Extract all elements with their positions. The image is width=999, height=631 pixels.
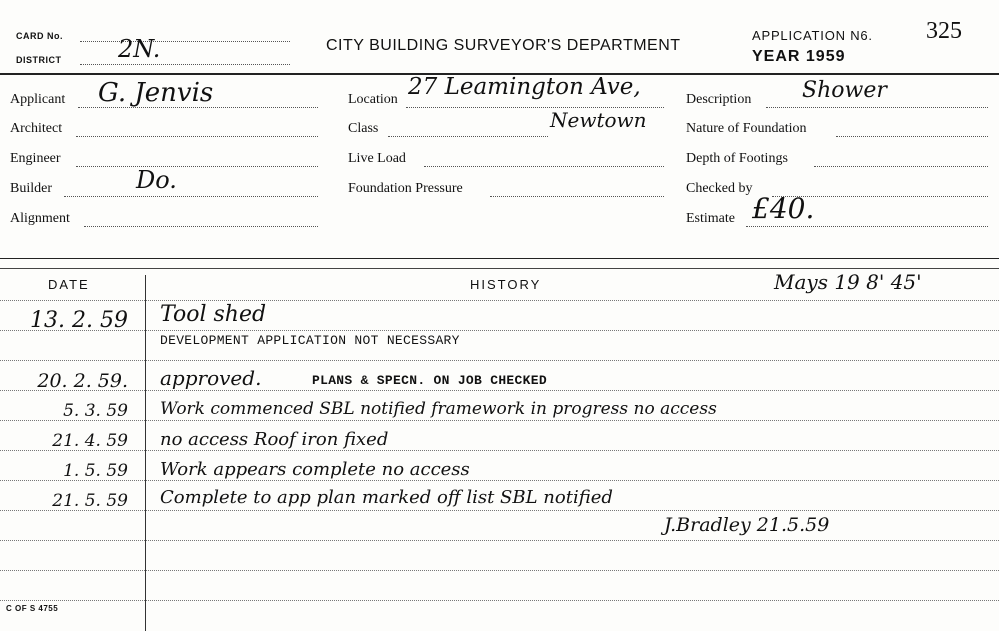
depth-label: Depth of Footings [686,151,788,166]
entry-date: 21. 5. 59 [52,491,128,511]
ruled-line [0,600,999,601]
district-line [80,64,290,65]
builder-line [64,196,318,197]
estimate-value: £40. [752,192,815,225]
ruled-line [0,360,999,361]
entry-text: Work appears complete no access [160,459,470,480]
ruled-line [0,510,999,511]
builder-label: Builder [10,181,52,196]
ruled-line [0,330,999,331]
entry-date: 21. 4. 59 [52,431,128,451]
ruled-line [0,390,999,391]
entry-typed: PLANS & SPECN. ON JOB CHECKED [312,373,547,388]
nature-label: Nature of Foundation [686,121,807,136]
district-value: 2N. [118,35,161,63]
architect-label: Architect [10,121,63,136]
engineer-label: Engineer [10,151,61,166]
class-line [388,136,548,137]
card-no-label: CARD No. [16,31,63,41]
location-value-2: Newtown [550,108,647,132]
entry-text: Complete to app plan marked off list SBL notified [160,487,613,508]
entry-date: 1. 5. 59 [63,461,128,481]
location-label: Location [348,92,398,107]
entry-text: approved. [160,366,262,390]
year-label: YEAR 1959 [752,48,846,65]
checked-label: Checked by [686,181,753,196]
class-label: Class [348,121,379,136]
entry-text: no access Roof iron fixed [160,429,389,450]
description-label: Description [686,92,752,107]
description-value: Shower [802,78,887,103]
architect-line [76,136,318,137]
live-load-line [424,166,664,167]
nature-line [836,136,988,137]
builder-value: Do. [136,166,177,194]
estimate-line [746,226,988,227]
entry-date: 13. 2. 59 [30,308,128,333]
location-value-1: 27 Leamington Ave, [408,74,641,100]
applicant-value: G. Jenvis [98,78,214,108]
depth-line [814,166,988,167]
department-title: CITY BUILDING SURVEYOR'S DEPARTMENT [326,37,681,54]
entry-typed: DEVELOPMENT APPLICATION NOT NECESSARY [160,333,460,348]
application-number: 325 [926,18,962,44]
foundation-pressure-label: Foundation Pressure [348,181,463,196]
entry-date: 5. 3. 59 [63,401,128,421]
alignment-label: Alignment [10,211,70,226]
ruled-line [0,540,999,541]
ruled-line [0,420,999,421]
signature: J.Bradley 21.5.59 [664,514,830,536]
history-rule-bottom [0,268,999,269]
entry-date: 20. 2. 59. [37,370,128,392]
live-load-label: Live Load [348,151,406,166]
history-rule-top [0,258,999,259]
applicant-label: Applicant [10,92,66,107]
card-no-line [80,41,290,42]
engineer-line [76,166,318,167]
column-divider [145,275,146,631]
margin-note: Mays 19 8' 45' [774,270,922,294]
ruled-line [0,570,999,571]
alignment-line [84,226,318,227]
district-label: DISTRICT [16,55,62,65]
estimate-label: Estimate [686,211,735,226]
foundation-pressure-line [490,196,664,197]
application-label: APPLICATION N6. [752,28,873,43]
form-code: C OF S 4755 [6,604,59,613]
ruled-line [0,450,999,451]
ruled-line [0,480,999,481]
entry-text: Tool shed [160,302,267,327]
date-header: DATE [48,277,90,292]
ruled-line [0,300,999,301]
entry-text: Work commenced SBL notified framework in progress no access [160,399,717,419]
description-line [766,107,988,108]
history-header: HISTORY [470,277,542,292]
